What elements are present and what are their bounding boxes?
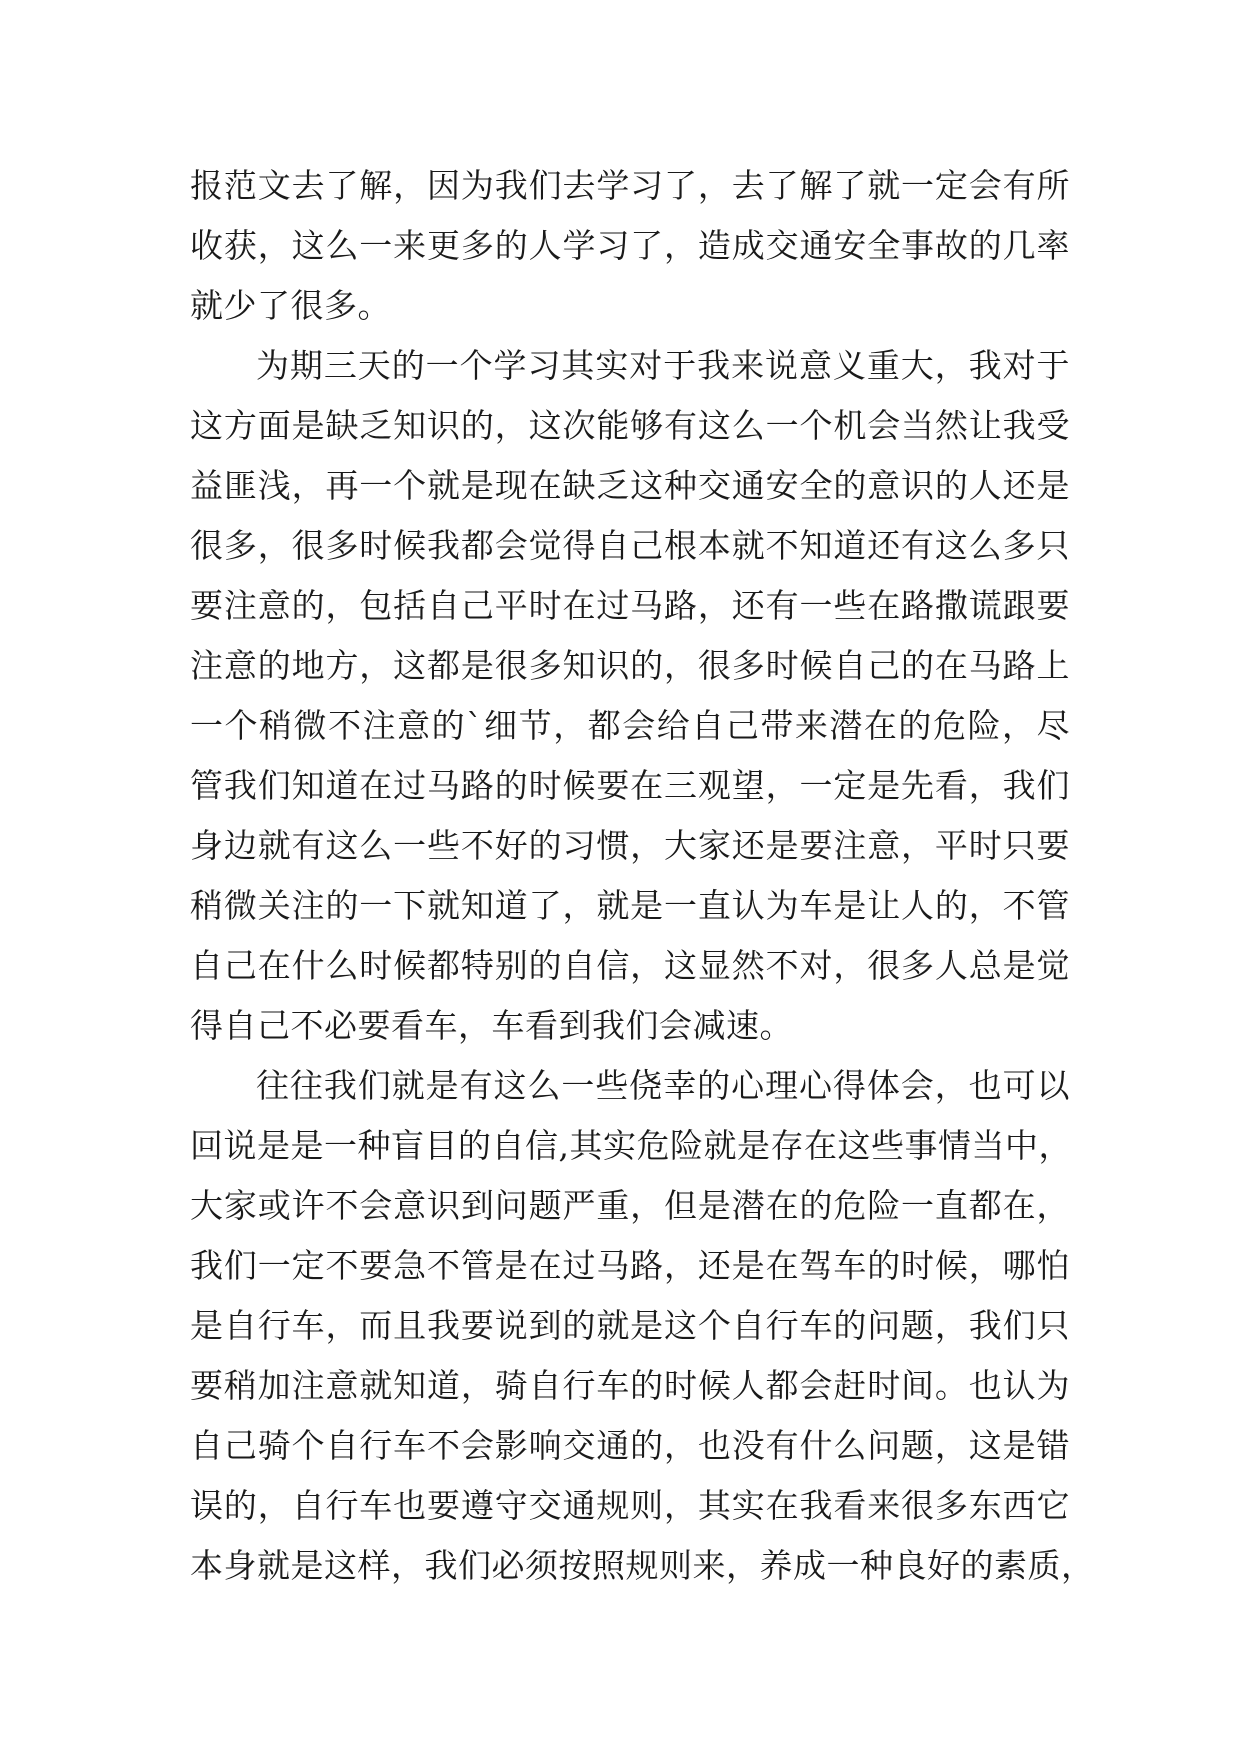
paragraph-3 (190, 1056, 1095, 1596)
paragraph-line: 身边就有这么一些不好的习惯，大家还是要注意，平时只要 (190, 826, 1070, 865)
paragraph-line: 得自己不必要看车，车看到我们会减速。 (190, 1006, 793, 1045)
paragraph-line: 报范文去了解，因为我们去学习了，去了解了就一定会有所 (190, 166, 1070, 205)
paragraph-line: 自己在什么时候都特别的自信，这显然不对，很多人总是觉 (190, 946, 1070, 985)
paragraph-2 (190, 336, 1070, 1056)
paragraph-line: 收获，这么一来更多的人学习了，造成交通安全事故的几率 (190, 226, 1070, 265)
paragraph-line: 一个稍微不注意的`细节，都会给自己带来潜在的危险，尽 (190, 706, 1070, 745)
paragraph-line: 本身就是这样，我们必须按照规则来，养成一种良好的素质， (190, 1546, 1095, 1585)
document-body (190, 156, 1095, 1596)
paragraph-1 (190, 156, 1070, 336)
paragraph-line: 为期三天的一个学习其实对于我来说意义重大，我对于 (256, 346, 1070, 385)
paragraph-line: 误的，自行车也要遵守交通规则，其实在我看来很多东西它 (190, 1486, 1070, 1525)
paragraph-line: 往往我们就是有这么一些侥幸的心理心得体会，也可以 (256, 1066, 1070, 1105)
paragraph-line: 我们一定不要急不管是在过马路，还是在驾车的时候，哪怕 (190, 1246, 1070, 1285)
paragraph-line: 稍微关注的一下就知道了，就是一直认为车是让人的，不管 (190, 886, 1070, 925)
paragraph-line: 是自行车，而且我要说到的就是这个自行车的问题，我们只 (190, 1306, 1070, 1345)
paragraph-line: 益匪浅，再一个就是现在缺乏这种交通安全的意识的人还是 (190, 466, 1070, 505)
paragraph-line: 要注意的，包括自己平时在过马路，还有一些在路撒谎跟要 (190, 586, 1070, 625)
paragraph-line: 注意的地方，这都是很多知识的，很多时候自己的在马路上 (190, 646, 1070, 685)
paragraph-line: 就少了很多。 (190, 286, 391, 325)
paragraph-line: 回说是是一种盲目的自信,其实危险就是存在这些事情当中， (190, 1126, 1072, 1165)
paragraph-line: 管我们知道在过马路的时候要在三观望，一定是先看，我们 (190, 766, 1070, 805)
paragraph-line: 很多，很多时候我都会觉得自己根本就不知道还有这么多只 (190, 526, 1070, 565)
paragraph-line: 要稍加注意就知道，骑自行车的时候人都会赶时间。也认为 (190, 1366, 1070, 1405)
paragraph-line: 大家或许不会意识到问题严重，但是潜在的危险一直都在， (190, 1186, 1070, 1225)
paragraph-line: 这方面是缺乏知识的，这次能够有这么一个机会当然让我受 (190, 406, 1070, 445)
paragraph-line: 自己骑个自行车不会影响交通的，也没有什么问题，这是错 (190, 1426, 1070, 1465)
